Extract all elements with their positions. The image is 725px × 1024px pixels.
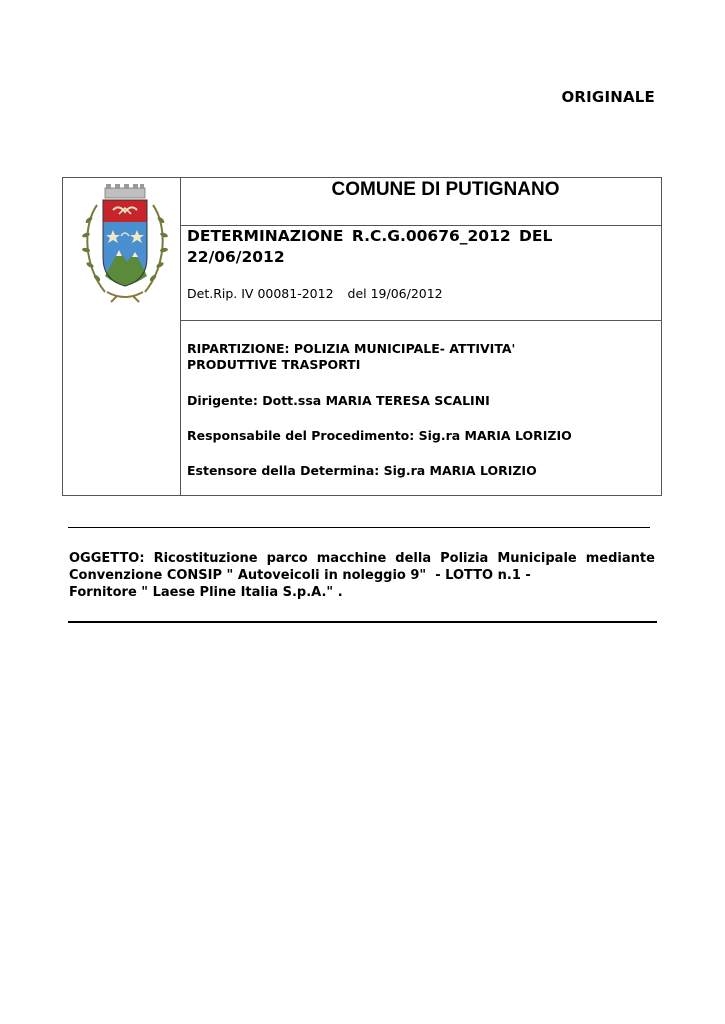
oggetto-word: Municipale xyxy=(497,551,577,566)
oggetto-line-3: Fornitore " Laese Pline Italia S.p.A." . xyxy=(69,585,343,600)
oggetto-word: della xyxy=(395,551,432,566)
determination-line-1: DETERMINAZIONE R.C.G.00676_2012 DEL xyxy=(187,227,553,245)
oggetto-word: Polizia xyxy=(440,551,489,566)
separator-top xyxy=(68,527,650,528)
oggetto-line-2: Convenzione CONSIP " Autoveicoli in noleggio 9" - LOTTO n.1 - xyxy=(69,568,531,583)
det-rip-reference xyxy=(187,286,443,301)
determination-line-2: 22/06/2012 xyxy=(187,248,285,266)
header-box xyxy=(62,177,662,496)
oggetto-line-1 xyxy=(69,550,655,567)
dirigente: Dirigente: Dott.ssa MARIA TERESA SCALINI xyxy=(187,393,490,408)
municipality-title: COMUNE DI PUTIGNANO xyxy=(331,179,560,200)
crest-cell xyxy=(63,178,181,495)
oggetto-word: mediante xyxy=(585,551,655,566)
oggetto-word: Ricostituzione xyxy=(153,551,258,566)
coat-of-arms-icon xyxy=(75,180,175,305)
determination-title xyxy=(187,226,587,268)
ripartizione xyxy=(187,341,515,373)
title-row xyxy=(180,178,661,226)
ripartizione-line-2: PRODUTTIVE TRASPORTI xyxy=(187,357,361,372)
info-row xyxy=(180,321,661,495)
oggetto-word: macchine xyxy=(316,551,387,566)
det-rip-number: Det.Rip. IV 00081-2012 xyxy=(187,286,334,301)
responsabile: Responsabile del Procedimento: Sig.ra MARIA LORIZIO xyxy=(187,428,572,443)
determination-row xyxy=(180,226,661,321)
ripartizione-line-1: RIPARTIZIONE: POLIZIA MUNICIPALE- ATTIVITA' xyxy=(187,341,516,356)
oggetto-section xyxy=(69,550,655,601)
oggetto-word: parco xyxy=(266,551,308,566)
separator-bottom xyxy=(68,621,657,623)
det-rip-date: del 19/06/2012 xyxy=(347,286,443,301)
estensore: Estensore della Determina: Sig.ra MARIA LORIZIO xyxy=(187,463,537,478)
oggetto-word: OGGETTO: xyxy=(69,551,145,566)
original-stamp: ORIGINALE xyxy=(561,88,655,106)
